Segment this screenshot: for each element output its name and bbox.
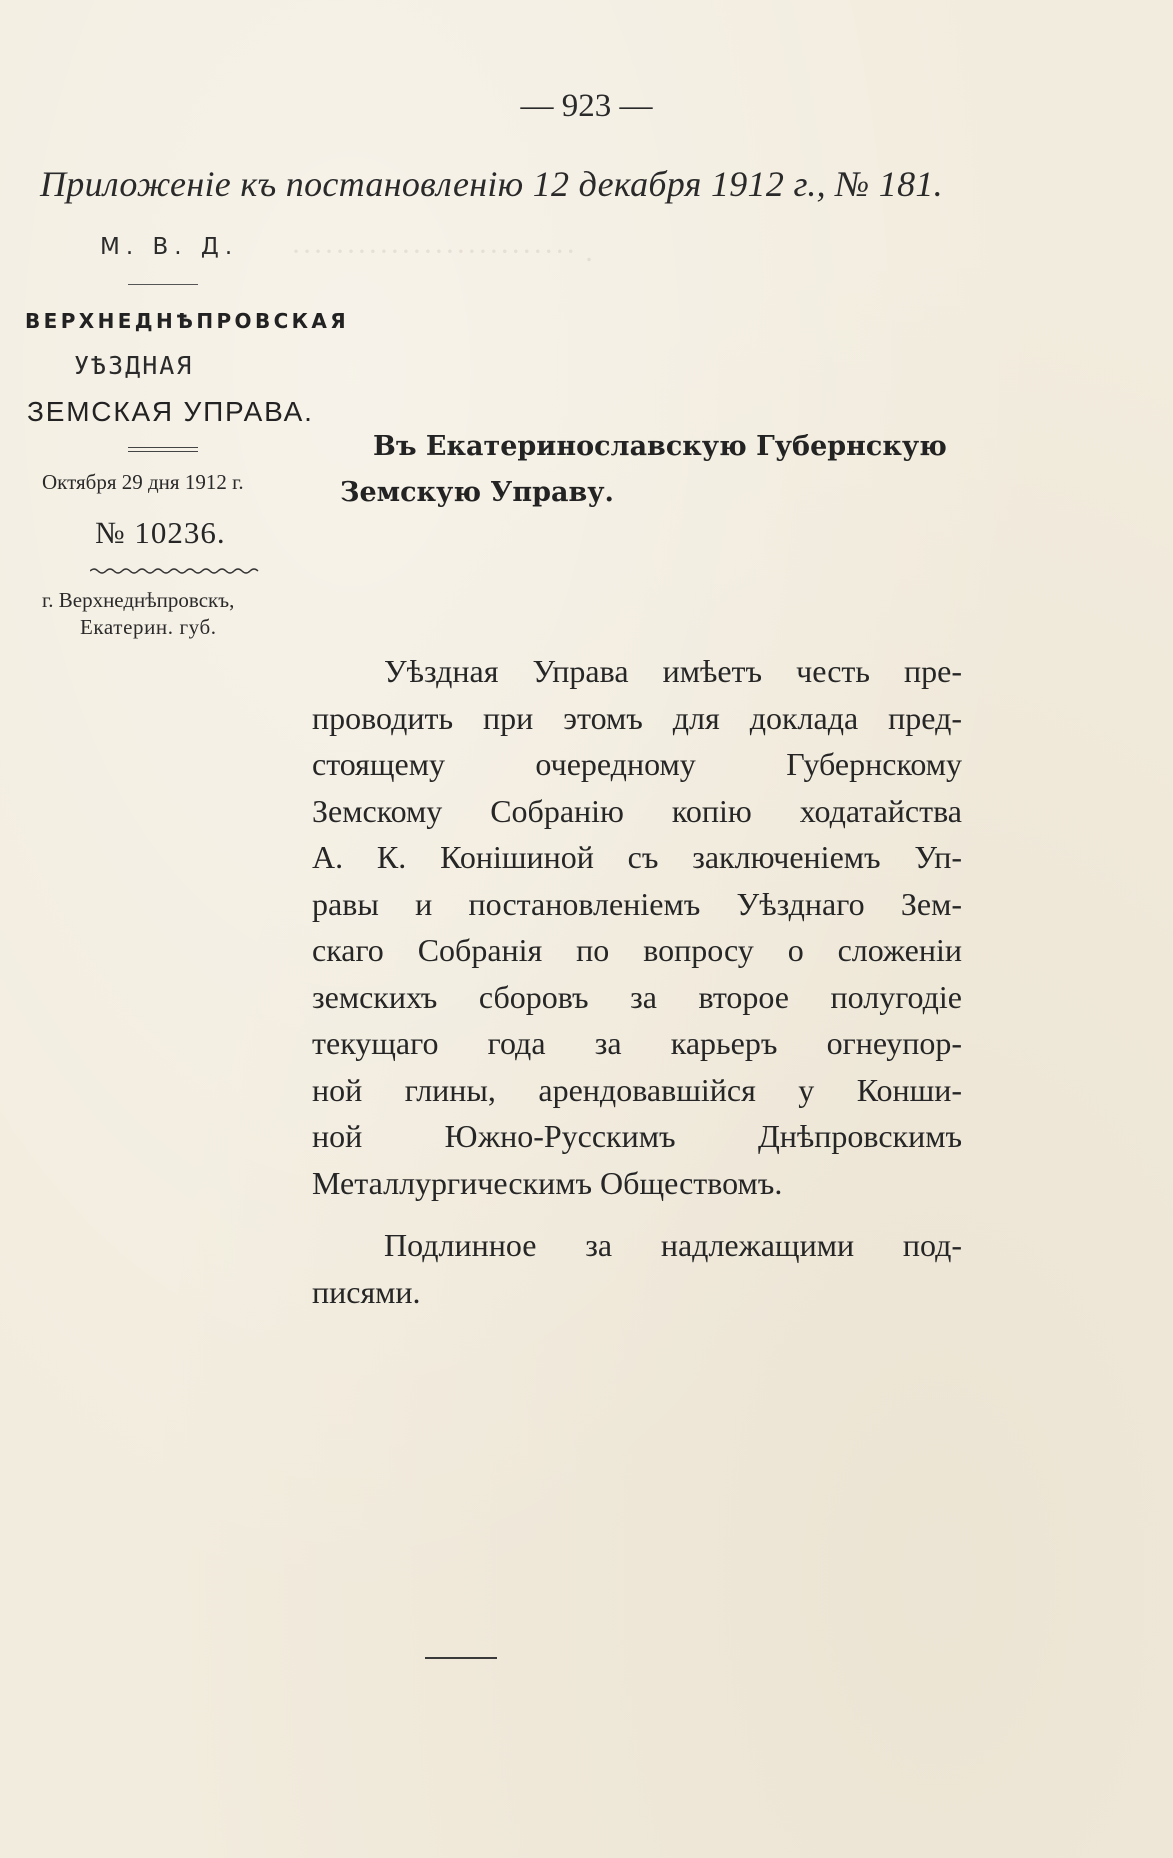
body-line: Земскому Собранію копію ходатайства <box>312 792 962 829</box>
page-number: — 923 — <box>520 88 653 124</box>
body-line: проводить при этомъ для доклада пред- <box>312 699 962 736</box>
address-line-2: Земскую Управу. <box>340 477 614 508</box>
address-line-1: Въ Екатеринославскую Губернскую <box>373 431 947 462</box>
sender-org-line-2: УѢЗДНАЯ <box>74 351 194 380</box>
body-line: скаго Собранія по вопросу о сложеніи <box>312 932 962 968</box>
body-line: текущаго года за карьеръ огнеупор- <box>312 1025 962 1061</box>
paragraph-gap <box>312 1206 962 1222</box>
body-line: А. К. Конішиной съ заключеніемъ Уп- <box>312 839 962 875</box>
end-rule <box>425 1657 497 1659</box>
body-line: земскихъ сборовъ за второе полугодіе <box>312 978 962 1015</box>
sender-org-line-3: ЗЕМСКАЯ УПРАВА. <box>27 396 314 427</box>
body-line: Уѣздная Управа имѣетъ честь пре- <box>384 653 962 689</box>
body-line: стоящему очередному Губернскому <box>312 746 962 782</box>
bleed-through-texture: . ·························· <box>290 235 593 268</box>
letter-date: Октября 29 дня 1912 г. <box>42 470 244 494</box>
place-line-2: Екатерин. губ. <box>80 615 217 639</box>
ministry-abbreviation: М. В. Д. <box>100 234 239 260</box>
letter-body <box>312 648 962 1315</box>
body-line: равы и постановленіемъ Уѣзднаго Зем- <box>312 885 962 922</box>
body-line: писями. <box>312 1273 421 1310</box>
double-divider-rule <box>128 447 198 452</box>
body-line: ной глины, арендовавшійся у Конши- <box>312 1071 962 1108</box>
body-line: Металлургическимъ Обществомъ. <box>312 1164 783 1201</box>
divider-rule <box>128 284 198 285</box>
appendix-heading: Приложеніе къ постановленію 12 декабря 1912 г., № 181. <box>40 164 943 204</box>
recipient-address <box>340 424 980 516</box>
wavy-divider <box>90 566 260 576</box>
body-line: ной Южно-Русскимъ Днѣпровскимъ <box>312 1118 962 1154</box>
sender-org-line-1: ВЕРХНЕДНѢПРОВСКАЯ <box>25 309 350 333</box>
body-line: Подлинное за надлежащими под- <box>384 1227 962 1263</box>
letter-number: № 10236. <box>95 515 226 550</box>
place-line-1: г. Верхнеднѣпровскъ, <box>42 588 235 612</box>
